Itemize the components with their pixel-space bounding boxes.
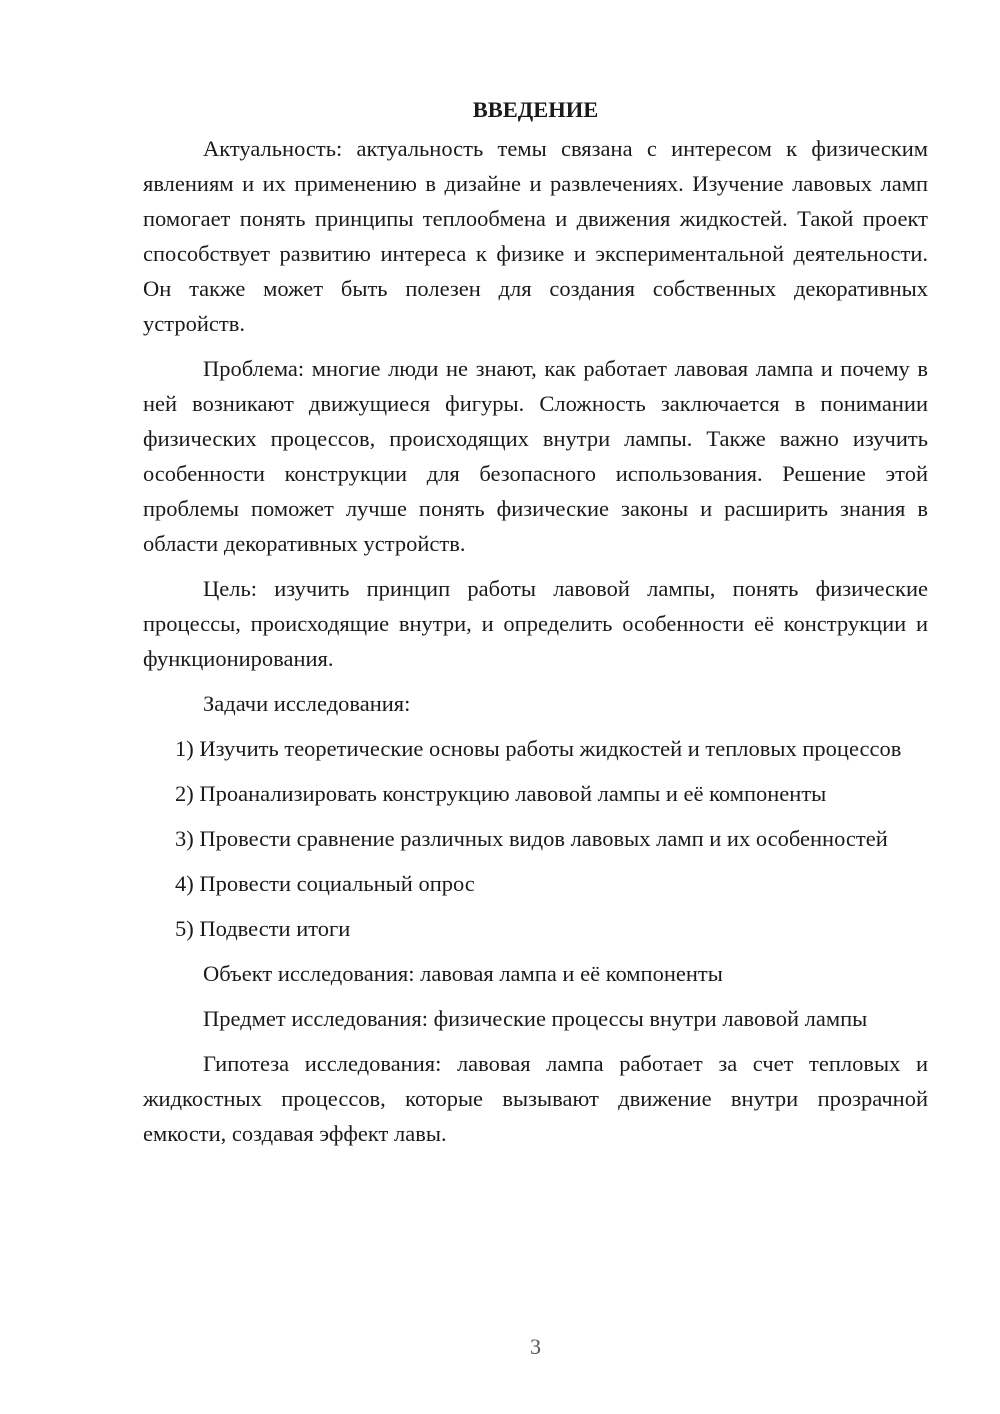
task-item-2: 2) Проанализировать конструкцию лавовой лампы и её компоненты [175, 781, 827, 806]
page-number: 3 [530, 1334, 541, 1359]
tasks-heading: Задачи исследования: [203, 691, 411, 716]
relevance-paragraph: Актуальность: актуальность темы связана с интересом к физическим явлениям и их применению в дизайне и развлечениях. Изучение лавовых ламп помогает понять принципы теплообмена и движения жидкостей. Такой проект способствует развитию интереса к физике и экспериментальной деятельности. Он также может быть полезен для создания собственных декоративных устройств. [143, 136, 928, 336]
goal-paragraph: Цель: изучить принцип работы лавовой лампы, понять физические процессы, происходящие внутри, и определить особенности её конструкции и функционирования. [143, 576, 928, 671]
task-item-1: 1) Изучить теоретические основы работы жидкостей и тепловых процессов [175, 736, 902, 761]
section-title: ВВЕДЕНИЕ [472, 97, 599, 122]
problem-paragraph: Проблема: многие люди не знают, как работает лавовая лампа и почему в ней возникают движущиеся фигуры. Сложность заключается в понимании физических процессов, происходящих внутри лампы. Также важно изучить особенности конструкции для безопасного использования. Решение этой проблемы поможет лучше понять физические законы и расширить знания в области декоративных устройств. [143, 356, 928, 556]
task-item-3: 3) Провести сравнение различных видов лавовых ламп и их особенностей [175, 826, 888, 851]
task-item-5: 5) Подвести итоги [175, 916, 351, 941]
document-page [143, 92, 928, 1161]
hypothesis-paragraph: Гипотеза исследования: лавовая лампа работает за счет тепловых и жидкостных процессов, которые вызывают движение внутри прозрачной емкости, создавая эффект лавы. [143, 1051, 928, 1146]
task-item-4: 4) Провести социальный опрос [175, 871, 475, 896]
subject-paragraph: Предмет исследования: физические процессы внутри лавовой лампы [203, 1006, 868, 1031]
object-paragraph: Объект исследования: лавовая лампа и её компоненты [203, 961, 723, 986]
